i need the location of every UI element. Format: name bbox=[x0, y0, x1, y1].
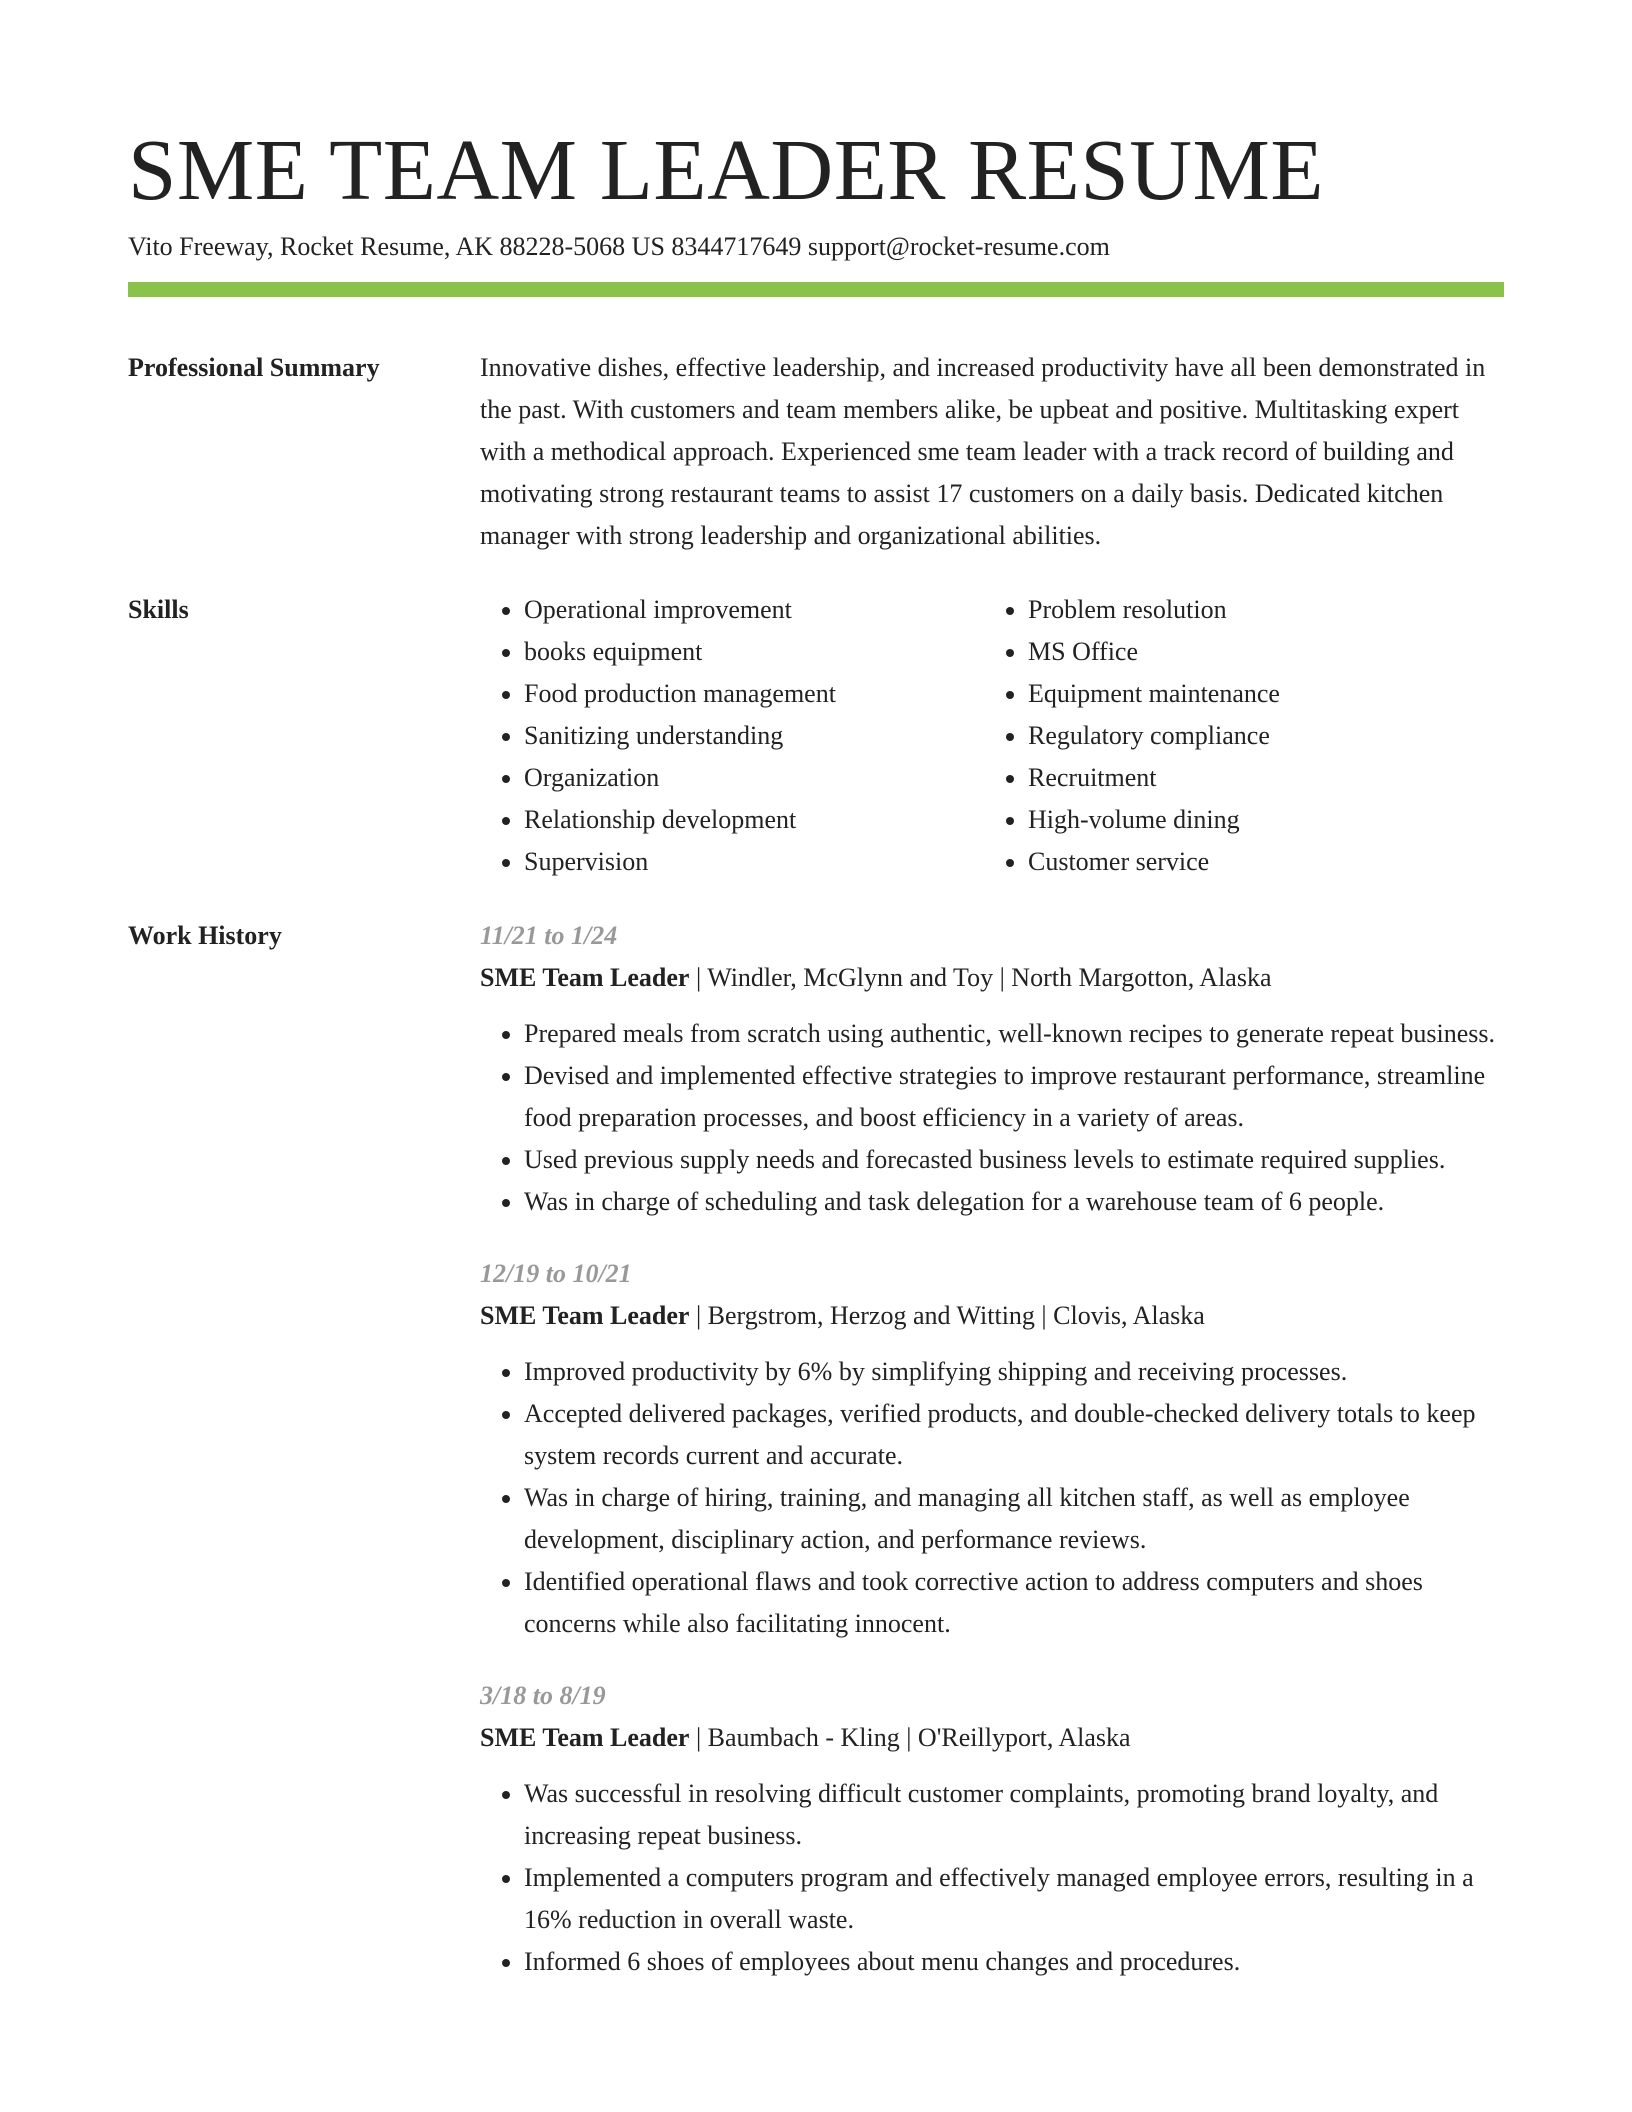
job-bullet: • Was in charge of hiring, training, and managing all kitchen staff, as well as employee development, disciplinary action, and performance reviews. bbox=[524, 1477, 1504, 1561]
job-title: SME Team Leader bbox=[480, 1301, 690, 1330]
accent-divider bbox=[128, 282, 1504, 297]
job-bullet: • Was successful in resolving difficult customer complaints, promoting brand loyalty, and increasing repeat business. bbox=[524, 1773, 1504, 1857]
skill-item: • Organization bbox=[524, 757, 984, 799]
job-bullet: • Prepared meals from scratch using authentic, well-known recipes to generate repeat business. bbox=[524, 1013, 1504, 1055]
job-details: | Bergstrom, Herzog and Witting | Clovis, Alaska bbox=[689, 1301, 1205, 1330]
job-title: SME Team Leader bbox=[480, 1723, 690, 1752]
job-bullet: • Was in charge of scheduling and task delegation for a warehouse team of 6 people. bbox=[524, 1181, 1504, 1223]
skill-item: • Regulatory compliance bbox=[1028, 715, 1280, 757]
contact-email: support@rocket-resume.com bbox=[807, 232, 1110, 261]
job-bullet: • Informed 6 shoes of employees about menu changes and procedures. bbox=[524, 1941, 1504, 1983]
job-dates: 3/18 to 8/19 bbox=[480, 1681, 606, 1710]
skill-item: • High-volume dining bbox=[1028, 799, 1280, 841]
work-history-section bbox=[128, 915, 1504, 2013]
job-title-line bbox=[480, 1717, 1504, 1759]
job-entry bbox=[480, 915, 1504, 1223]
job-details: | Baumbach - Kling | O'Reillyport, Alaska bbox=[689, 1723, 1131, 1752]
job-title: SME Team Leader bbox=[480, 963, 690, 992]
job-bullets bbox=[480, 1013, 1504, 1223]
work-history-label: Work History bbox=[128, 921, 282, 950]
skill-item: • Customer service bbox=[1028, 841, 1280, 883]
summary-text: Innovative dishes, effective leadership, and increased productivity have all been demonstrated in the past. With customers and team members alike, be upbeat and positive. Multitasking expert with a methodical approach. Experienced sme team leader with a track record of building and motivating strong restaurant teams to assist 17 customers on a daily basis. Dedicated kitchen manager with strong leadership and organizational abilities. bbox=[480, 353, 1486, 550]
contact-phone: 8344717649 bbox=[671, 232, 802, 261]
job-dates: 11/21 to 1/24 bbox=[480, 921, 618, 950]
contact-line bbox=[128, 230, 1504, 264]
job-entry bbox=[480, 1675, 1504, 1983]
skill-item: • Food production management bbox=[524, 673, 984, 715]
skills-grid bbox=[480, 589, 1504, 883]
skill-item: • Sanitizing understanding bbox=[524, 715, 984, 757]
job-bullet: • Devised and implemented effective strategies to improve restaurant performance, streamline food preparation processes, and boost efficiency in a variety of areas. bbox=[524, 1055, 1504, 1139]
contact-address: Vito Freeway, Rocket Resume, AK 88228-5068 US bbox=[128, 232, 665, 261]
resume-page bbox=[128, 120, 1504, 2013]
job-bullet: • Implemented a computers program and effectively managed employee errors, resulting in a 16% reduction in overall waste. bbox=[524, 1857, 1504, 1941]
skill-item: • Problem resolution bbox=[1028, 589, 1280, 631]
summary-section bbox=[128, 347, 1504, 557]
job-title-line bbox=[480, 957, 1504, 999]
skill-item: • Relationship development bbox=[524, 799, 984, 841]
job-bullets bbox=[480, 1351, 1504, 1645]
skill-item: • Operational improvement bbox=[524, 589, 984, 631]
skills-section bbox=[128, 589, 1504, 883]
summary-label: Professional Summary bbox=[128, 353, 380, 382]
skills-column-2 bbox=[984, 589, 1280, 883]
job-entry bbox=[480, 1253, 1504, 1645]
skill-item: • Equipment maintenance bbox=[1028, 673, 1280, 715]
skill-item: • MS Office bbox=[1028, 631, 1280, 673]
job-details: | Windler, McGlynn and Toy | North Margotton, Alaska bbox=[689, 963, 1272, 992]
skills-column-1 bbox=[480, 589, 984, 883]
job-title-line bbox=[480, 1295, 1504, 1337]
resume-title: SME TEAM LEADER RESUME bbox=[128, 121, 1325, 218]
job-bullet: • Accepted delivered packages, verified products, and double-checked delivery totals to keep system records current and accurate. bbox=[524, 1393, 1504, 1477]
skill-item: • Recruitment bbox=[1028, 757, 1280, 799]
skill-item: • books equipment bbox=[524, 631, 984, 673]
job-bullet: • Used previous supply needs and forecasted business levels to estimate required supplies. bbox=[524, 1139, 1504, 1181]
job-dates: 12/19 to 10/21 bbox=[480, 1259, 632, 1288]
skill-item: • Supervision bbox=[524, 841, 984, 883]
job-bullet: • Identified operational flaws and took corrective action to address computers and shoes concerns while also facilitating innocent. bbox=[524, 1561, 1504, 1645]
job-bullet: • Improved productivity by 6% by simplifying shipping and receiving processes. bbox=[524, 1351, 1504, 1393]
skills-label: Skills bbox=[128, 595, 189, 624]
job-bullets bbox=[480, 1773, 1504, 1983]
